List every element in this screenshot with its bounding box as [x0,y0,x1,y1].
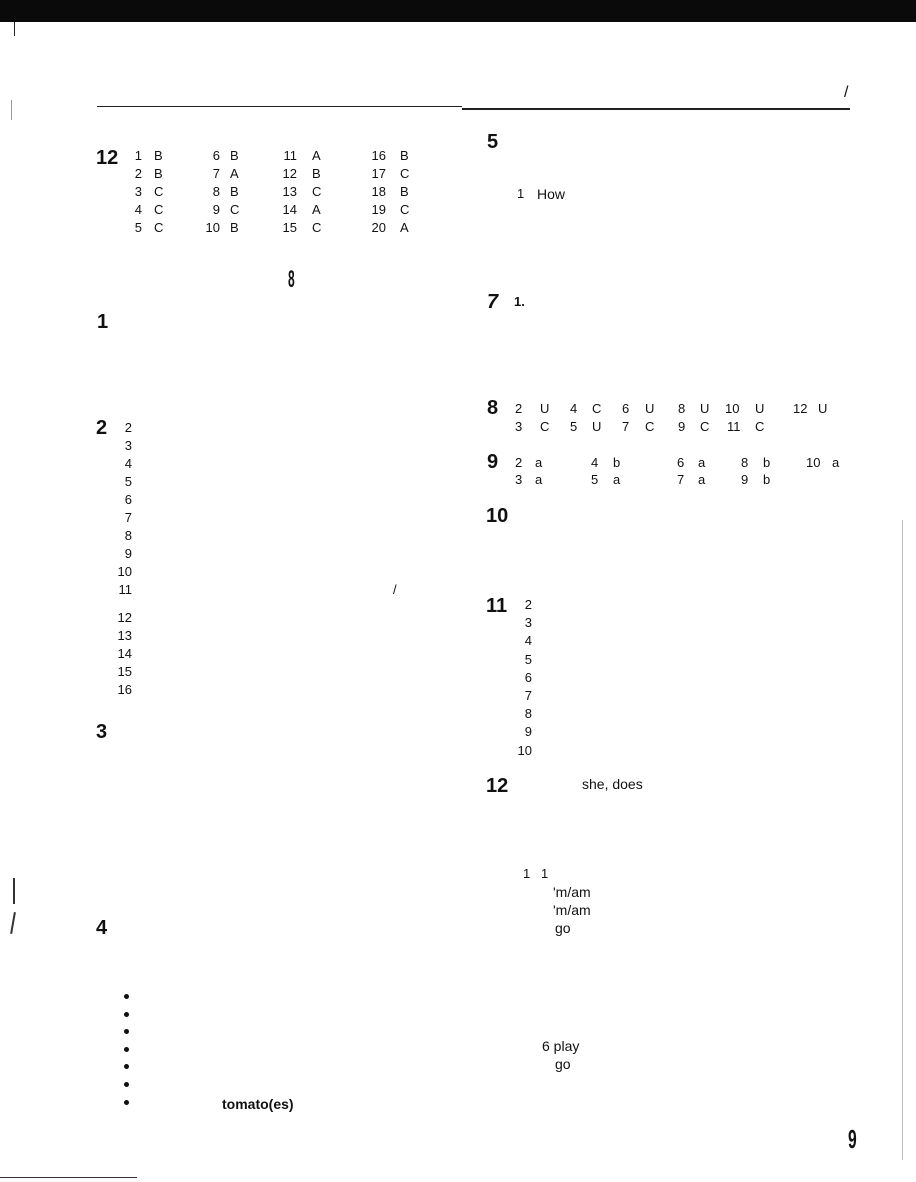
exercise-11-item-number: 10 [517,742,532,758]
answer-number: 14 [282,202,297,217]
answer-number: 7 [622,419,630,434]
answer-number: 15 [282,220,297,235]
exercise-5-line: How [537,186,566,202]
answer-letter: C [400,166,410,181]
answer-number: 3 [515,472,523,487]
exercise-7-first: 1. [514,294,525,309]
bottom-rule [0,1177,137,1178]
answer-number: 11 [727,419,741,434]
exercise-11-item-number: 2 [524,597,532,612]
answer-number: 19 [371,202,386,217]
answer-number: 8 [212,184,220,199]
answer-letter: C [540,419,550,434]
answer-number: 12 [282,166,297,181]
exercise-2-item-number: 14 [117,646,132,661]
bullet-dot [124,1082,129,1087]
exercise-11-item-number: 6 [524,669,532,685]
exercise-11-number: 11 [486,595,508,617]
answer-letter: B [154,166,163,181]
answer-number: 18 [371,184,386,199]
exercise-4-tomato: tomato(es) [222,1096,294,1112]
answer-number: 12 [793,401,808,416]
exercise-2-item-number: 11 [118,582,132,597]
exercise-2-item-number: 9 [124,546,132,561]
answer-letter: C [312,184,322,199]
header-rule-right [462,108,850,110]
exercise-2-item-number: 16 [117,682,132,697]
exercise-12b-line3: 'm/am [553,902,591,918]
answer-letter: C [700,419,710,434]
answer-number: 6 [212,148,220,163]
exercise-2-item-number: 6 [124,492,132,507]
answer-letter: U [592,419,602,434]
answer-number: 11 [283,148,297,163]
answer-letter: a [698,472,706,487]
exercise-2-slash: / [393,582,397,597]
answer-letter: U [755,401,765,416]
exercise-12b-line5: 6 play [542,1038,580,1054]
answer-number: 2 [515,455,523,470]
answer-letter: B [230,148,239,163]
exercise-11-item-number: 7 [524,688,532,703]
bullet-dot [124,1029,129,1034]
answer-number: 10 [205,220,220,235]
answer-number: 9 [212,202,220,217]
answer-letter: U [818,401,828,416]
exercise-12b-line6: go [555,1056,571,1072]
exercise-11-item-number: 9 [524,724,532,740]
answer-letter: A [230,166,239,181]
answer-letter: A [312,202,321,217]
exercise-7-number: 7 [487,291,499,313]
header-slash: / [844,84,849,101]
chapter-number: 8 [288,266,295,293]
exercise-11-item-number: 8 [524,706,532,722]
exercise-9-number: 9 [487,451,499,473]
answer-letter: a [613,472,621,487]
answer-number: 9 [678,419,686,434]
exercise-11-item-number: 3 [524,615,532,631]
exercise-12b-number: 12 [486,775,509,797]
answer-number: 1 [134,148,142,163]
answer-letter: B [154,148,163,163]
answer-letter: B [230,184,239,199]
answer-number: 7 [212,166,220,181]
exercise-3-number: 3 [96,721,108,743]
answer-letter: a [535,472,543,487]
left-margin-mark [11,100,12,120]
exercise-2-item-number: 10 [117,564,132,579]
exercise-2-item-number: 2 [124,420,132,435]
answer-letter: A [312,148,321,163]
answer-number: 7 [677,472,685,487]
exercise-11-item-number: 4 [524,633,532,649]
answer-letter: U [540,401,550,416]
exercise-2-item-number: 5 [124,474,132,489]
answer-number: 5 [591,472,599,487]
answer-number: 13 [282,184,297,199]
bullet-dot [124,1012,129,1017]
exercise-11-item-number: 5 [524,651,532,667]
exercise-1-number: 1 [97,311,109,333]
answer-letter: C [755,419,765,434]
exercise-2-item-number: 13 [117,628,132,643]
answer-letter: B [400,148,409,163]
answer-letter: U [700,401,710,416]
answer-number: 17 [371,166,386,181]
answer-letter: B [230,220,239,235]
exercise-12b-line2: 'm/am [553,884,591,900]
answer-number: 6 [622,401,630,416]
answer-letter: C [154,220,164,235]
page-number: 9 [848,1124,857,1154]
answer-number: 6 [677,455,685,470]
answer-letter: C [645,419,655,434]
bullet-dot [124,1047,129,1052]
answer-letter: A [400,220,409,235]
answer-letter: B [312,166,321,181]
exercise-12b-heading: she, does [582,776,643,792]
answer-number: 2 [515,401,523,416]
answer-letter: B [400,184,409,199]
bullet-dot [124,1064,129,1069]
margin-mark-1 [13,878,15,904]
exercise-2-item-number: 3 [124,438,132,453]
answer-number: 20 [371,220,386,235]
answer-number: 5 [570,419,578,434]
right-edge-line [902,520,903,1160]
answer-letter: a [832,455,840,470]
exercise-12b-line1-a: 1 [523,866,531,881]
answer-letter: b [763,472,771,487]
top-tick-mark [14,22,15,36]
answer-number: 5 [134,220,142,235]
answer-letter: C [230,202,240,217]
answer-letter: C [312,220,322,235]
exercise-2-item-number: 8 [124,528,132,543]
answer-number: 8 [678,401,686,416]
bullet-dot [124,994,129,999]
answer-number: 4 [134,202,142,217]
exercise-8-number: 8 [487,397,499,419]
exercise-2-item-number: 7 [124,510,132,525]
answer-number: 8 [741,455,749,470]
exercise-5-line-number: 1 [517,186,525,201]
exercise-2-number: 2 [96,417,108,439]
exercise-12b-line1-b: 1 [541,866,549,881]
header-rule-left [97,106,462,107]
answer-number: 2 [134,166,142,181]
exercise-12-number: 12 [96,147,119,169]
answer-number: 10 [725,401,740,416]
exercise-2-item-number: 15 [117,664,132,679]
answer-number: 4 [570,401,578,416]
answer-number: 3 [134,184,142,199]
answer-letter: b [613,455,621,470]
answer-number: 3 [515,419,523,434]
answer-number: 16 [371,148,386,163]
exercise-2-item-number: 12 [117,610,132,625]
answer-letter: C [592,401,602,416]
exercise-5-number: 5 [487,131,499,153]
answer-letter: C [400,202,410,217]
answer-number: 10 [806,455,821,470]
exercise-2-item-number: 4 [124,456,132,471]
top-black-bar [0,0,916,22]
answer-letter: a [535,455,543,470]
exercise-10-number: 10 [486,505,509,527]
answer-letter: b [763,455,771,470]
exercise-4-number: 4 [96,917,108,939]
answer-letter: C [154,202,164,217]
exercise-12b-line4: go [555,920,571,936]
margin-mark-2 [10,912,16,934]
answer-number: 9 [741,472,749,487]
answer-letter: a [698,455,706,470]
answer-number: 4 [591,455,599,470]
bullet-dot [124,1100,129,1105]
answer-letter: U [645,401,655,416]
answer-letter: C [154,184,164,199]
